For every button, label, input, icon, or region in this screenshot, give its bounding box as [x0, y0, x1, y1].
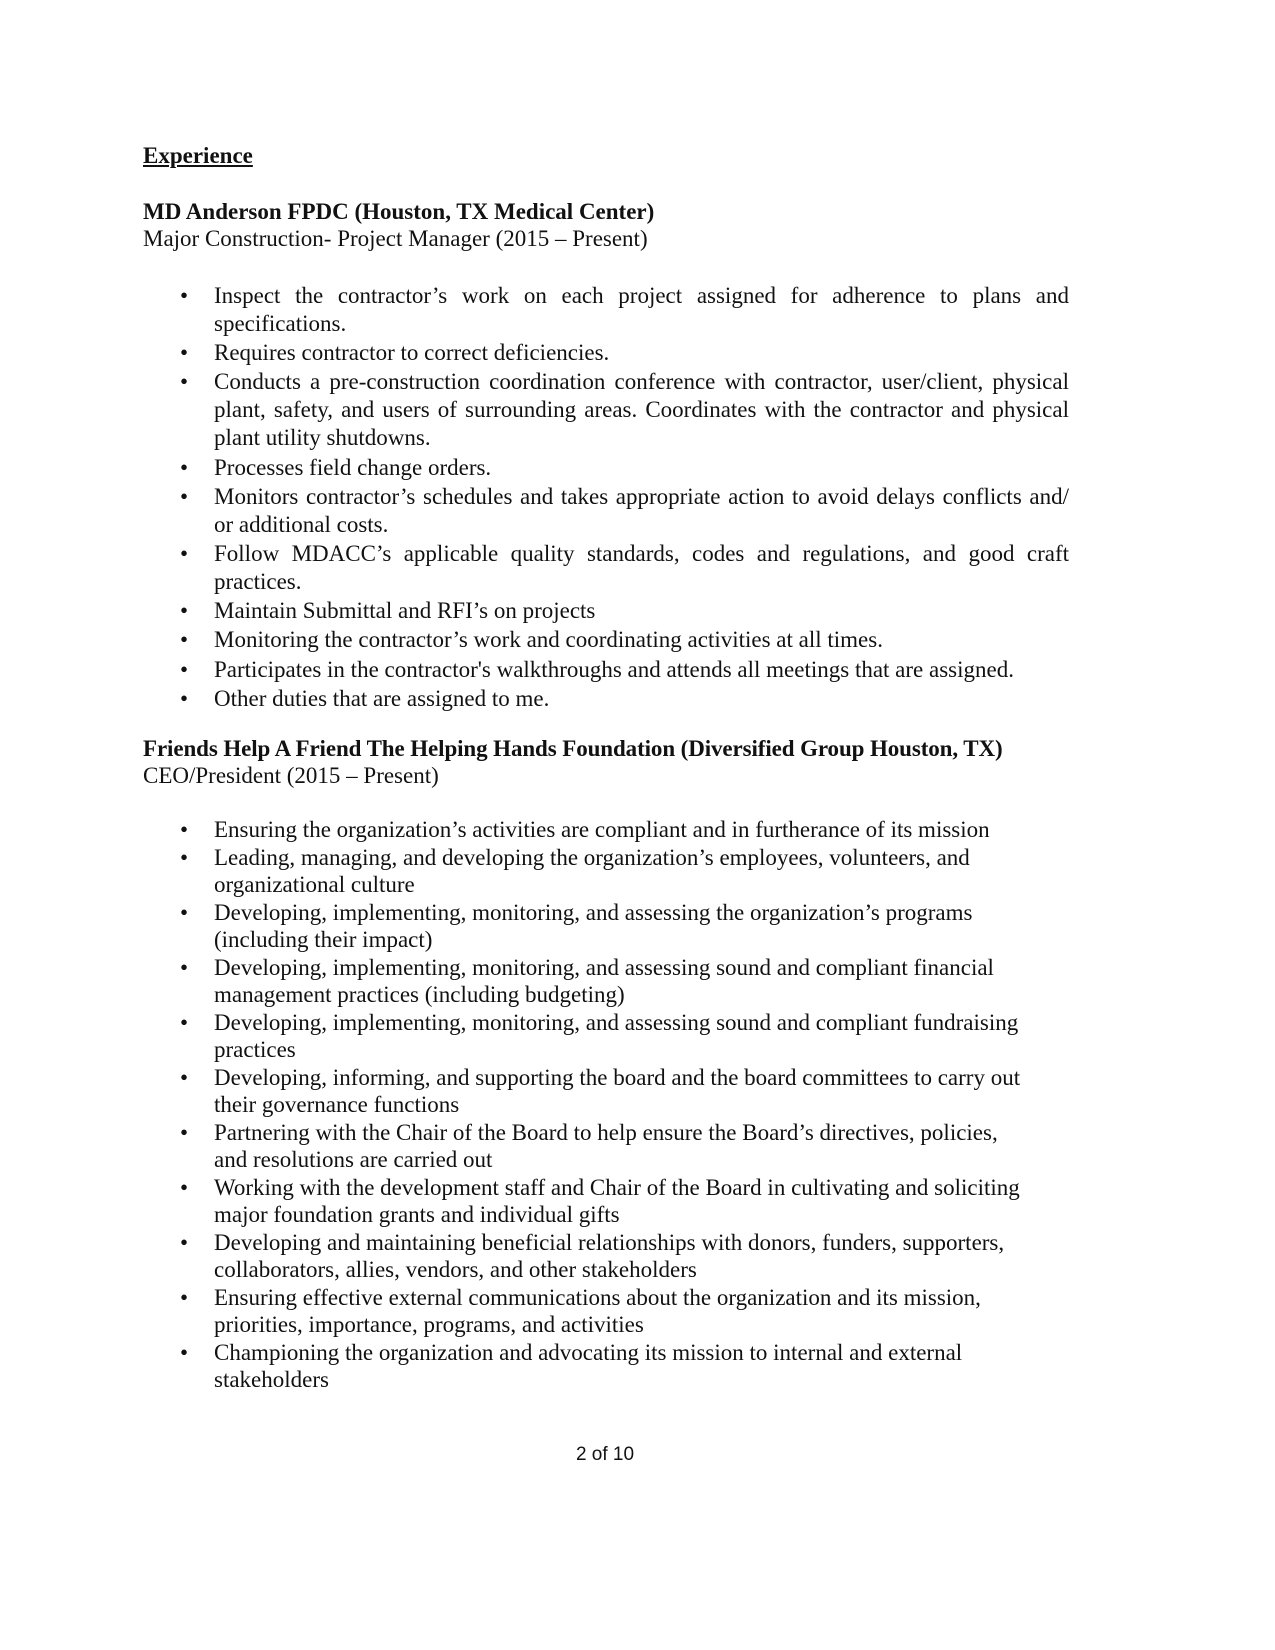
section-title-experience: Experience: [143, 143, 253, 168]
bullet-item: • Developing and maintaining beneficial relationships with donors, funders, supporters, collaborators, allies, vendors, and other stakeholders: [143, 1229, 1023, 1284]
page-number: 2 of 10: [575, 1444, 635, 1465]
bullet-item: • Other duties that are assigned to me.: [143, 685, 1069, 713]
bullet-item: • Developing, implementing, monitoring, and assessing the organization’s programs (including their impact): [143, 899, 1023, 954]
bullet-item: • Monitors contractor’s schedules and takes appropriate action to avoid delays conflicts and/ or additional costs.: [143, 483, 1069, 539]
job-role: Major Construction- Project Manager (2015 – Present): [143, 226, 648, 251]
bullet-item: • Developing, implementing, monitoring, and assessing sound and compliant financial management practices (including budgeting): [143, 954, 1023, 1009]
bullet-item: • Ensuring the organization’s activities are compliant and in furtherance of its mission: [143, 816, 1023, 844]
bullet-item: • Participates in the contractor's walkthroughs and attends all meetings that are assigned.: [143, 656, 1069, 684]
bullet-item: • Championing the organization and advocating its mission to internal and external stakeholders: [143, 1339, 1023, 1394]
bullet-item: • Developing, informing, and supporting the board and the board committees to carry out their governance functions: [143, 1064, 1023, 1119]
bullet-item: • Partnering with the Chair of the Board to help ensure the Board’s directives, policies, and resolutions are carried out: [143, 1119, 1023, 1174]
bullet-item: • Ensuring effective external communications about the organization and its mission, priorities, importance, programs, and activities: [143, 1284, 1023, 1339]
bullet-item: • Requires contractor to correct deficiencies.: [143, 339, 1069, 367]
bullet-item: • Leading, managing, and developing the organization’s employees, volunteers, and organizational culture: [143, 844, 1023, 899]
bullet-item: • Follow MDACC’s applicable quality standards, codes and regulations, and good craft practices.: [143, 540, 1069, 596]
job-role: CEO/President (2015 – Present): [143, 763, 439, 788]
bullet-item: • Processes field change orders.: [143, 454, 1069, 482]
job-bullet-list: [143, 282, 1069, 714]
bullet-item: • Maintain Submittal and RFI’s on projects: [143, 597, 1069, 625]
job-company: Friends Help A Friend The Helping Hands Foundation (Diversified Group Houston, TX): [143, 736, 1003, 761]
bullet-item: • Conducts a pre-construction coordination conference with contractor, user/client, physical plant, safety, and users of surrounding areas. Coordinates with the contractor and physical plant utility shutdowns.: [143, 368, 1069, 452]
bullet-item: • Developing, implementing, monitoring, and assessing sound and compliant fundraising practices: [143, 1009, 1023, 1064]
bullet-item: • Monitoring the contractor’s work and coordinating activities at all times.: [143, 626, 1069, 654]
bullet-item: • Inspect the contractor’s work on each project assigned for adherence to plans and specifications.: [143, 282, 1069, 338]
bullet-item: • Working with the development staff and Chair of the Board in cultivating and soliciting major foundation grants and individual gifts: [143, 1174, 1023, 1229]
job-bullet-list: [143, 816, 1023, 1394]
job-company: MD Anderson FPDC (Houston, TX Medical Center): [143, 199, 655, 224]
